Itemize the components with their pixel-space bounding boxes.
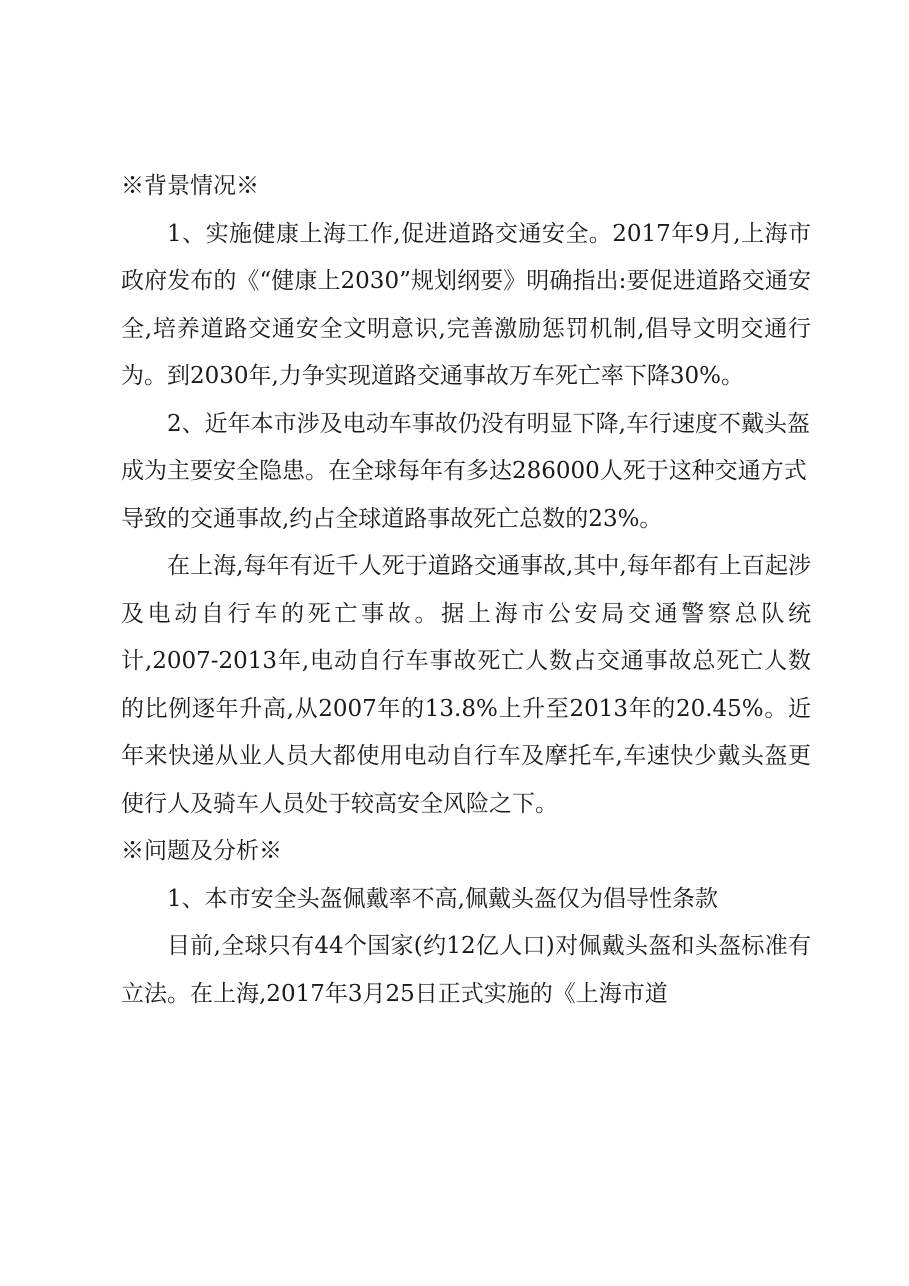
paragraph-helmet-rate: 1、本市安全头盔佩戴率不高,佩戴头盔仅为倡导性条款 [167,885,718,912]
paragraph-helmet-legislation: 目前,全球只有44个国家(约12亿人口)对佩戴头盔和头盔标准有立法。在上海,2017年3月25日正式实施的《上海市道 [121,933,811,1007]
document-body [121,163,811,1018]
section-heading-problems: ※问题及分析※ [121,838,282,864]
paragraph-ebike-accidents: 2、近年本市涉及电动车事故仍没有明显下降,车行速度不戴头盔成为主要安全隐患。在全球每年有多达286000人死于这种交通方式导致的交通事故,约占全球道路事故死亡总数的23%。 [121,410,810,532]
paragraph-healthy-shanghai: 1、实施健康上海工作,促进道路交通安全。2017年9月,上海市政府发布的《“健康上2030”规划纲要》明确指出:要促进道路交通安全,培养道路交通安全文明意识,完善激励惩罚机制,倡导文明交通行为。到2030年,力争实现道路交通事故万车死亡率下降30%。 [121,220,811,389]
paragraph-shanghai-statistics: 在上海,每年有近千人死于道路交通事故,其中,每年都有上百起涉及电动自行车的死亡事故。据上海市公安局交通警察总队统计,2007-2013年,电动自行车事故死亡人数占交通事故总死亡人数的比例逐年升高,从2007年的13.8%上升至2013年的20.45%。近年来快递从业人员大都使用电动自行车及摩托车,车速快少戴头盔更使行人及骑车人员处于较高安全风险之下。 [121,553,811,817]
section-heading-background: ※背景情况※ [121,173,259,199]
